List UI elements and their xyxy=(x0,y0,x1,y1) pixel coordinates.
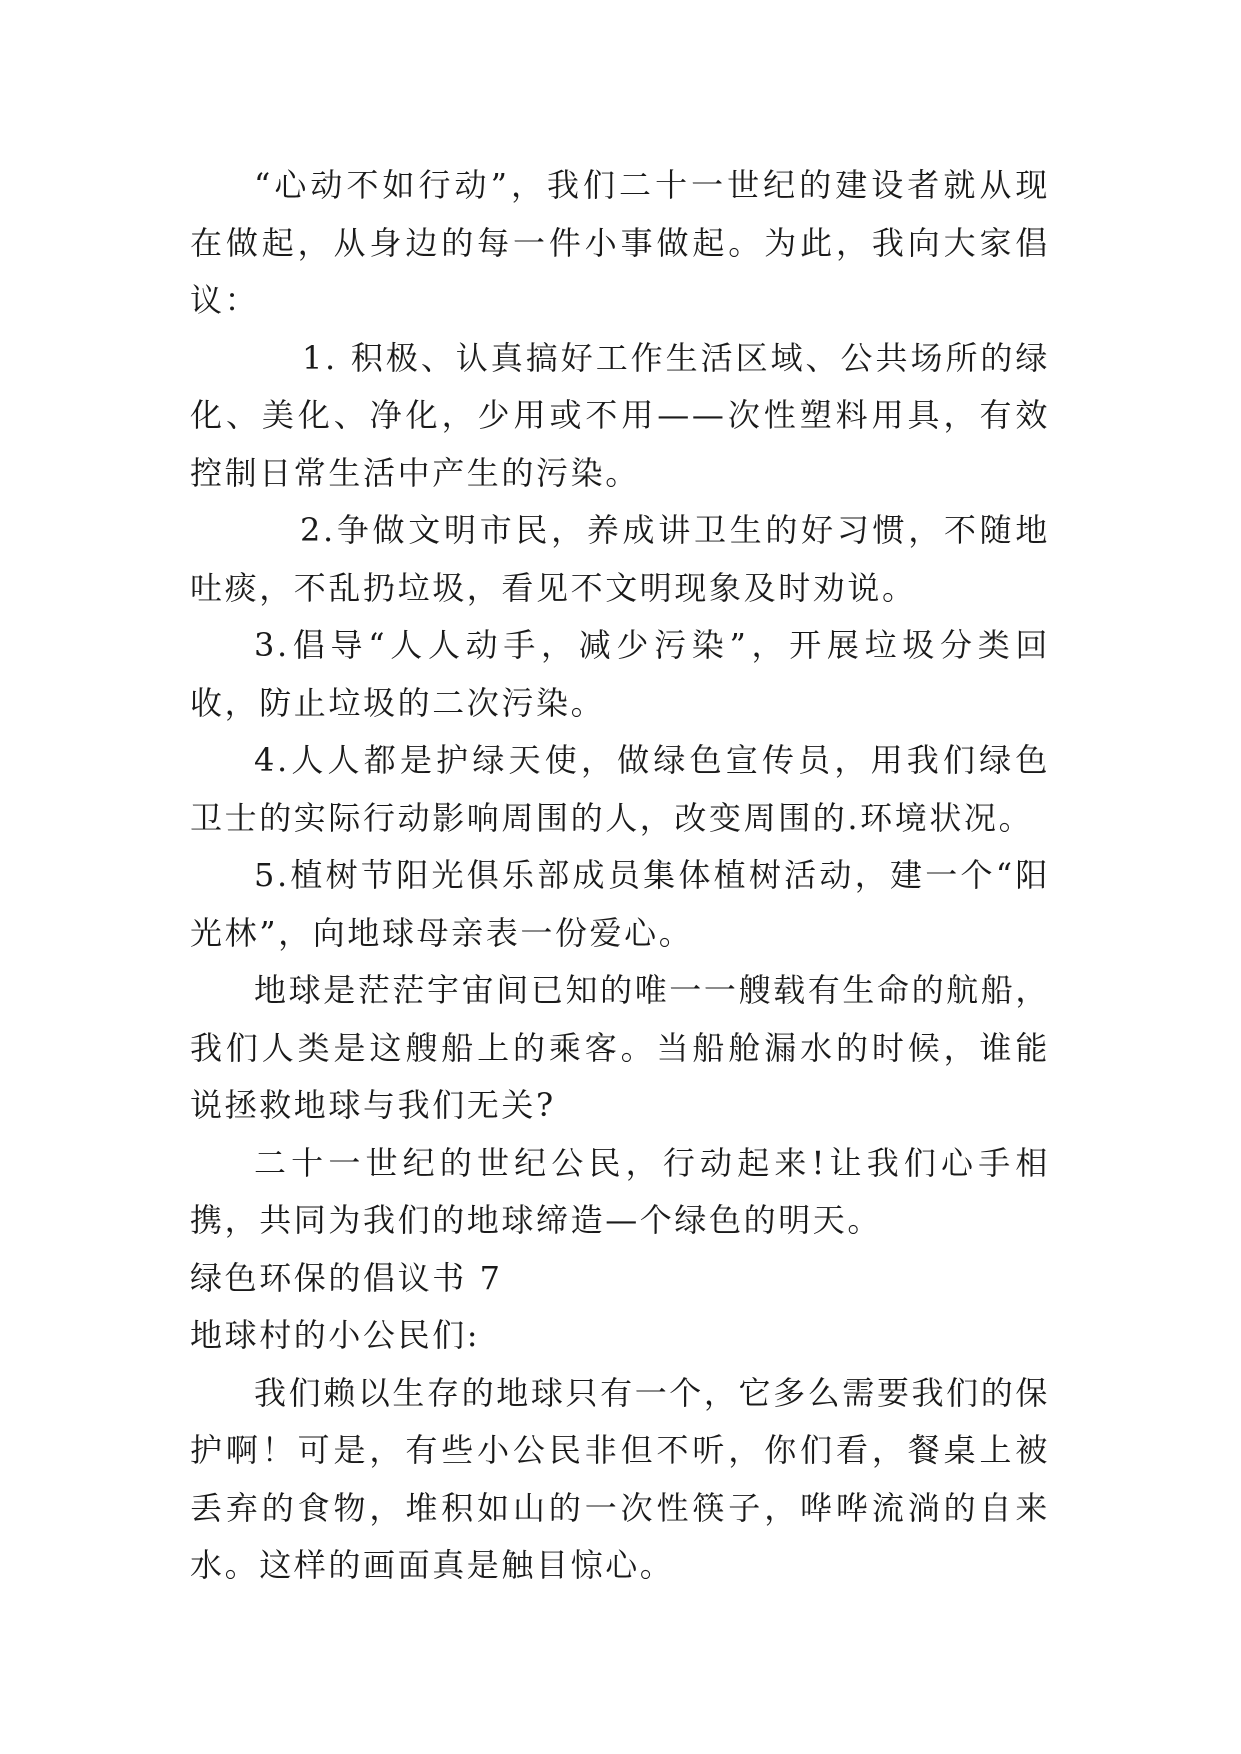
proposal-item-2: 2.争做文明市民，养成讲卫生的好习惯，不随地吐痰，不乱扔垃圾，看见不文明现象及时劝说。 xyxy=(190,511,1050,607)
paragraph-call-to-action: “心动不如行动”，我们二十一世纪的建设者就从现在做起，从身边的每一件小事做起。为此，我向大家倡议： xyxy=(190,166,1050,319)
proposal-item-4: 4.人人都是护绿天使，做绿色宣传员，用我们绿色卫士的实际行动影响周围的人，改变周围的.环境状况。 xyxy=(190,741,1050,837)
proposal-item-3: 3.倡导“人人动手，减少污染”，开展垃圾分类回收，防止垃圾的二次污染。 xyxy=(190,626,1050,722)
paragraph-closing: 二十一世纪的世纪公民，行动起来!让我们心手相携，共同为我们的地球缔造—个绿色的明天。 xyxy=(190,1143,1050,1239)
salutation: 地球村的小公民们: xyxy=(190,1316,481,1354)
section-title: 绿色环保的倡议书 7 xyxy=(190,1258,503,1297)
paragraph-earth-ship: 地球是茫茫宇宙间已知的唯一一艘载有生命的航船，我们人类是这艘船上的乘客。当船舱漏水的时候，谁能说拯救地球与我们无关? xyxy=(190,971,1050,1124)
paragraph-intro: 我们赖以生存的地球只有一个，它多么需要我们的保护啊！可是，有些小公民非但不听，你们看，餐桌上被丢弃的食物，堆积如山的一次性筷子，哗哗流淌的自来水。这样的画面真是触目惊心。 xyxy=(190,1373,1050,1584)
document-body xyxy=(190,157,1050,1595)
proposal-item-5: 5.植树节阳光俱乐部成员集体植树活动，建一个“阳光林”，向地球母亲表一份爱心。 xyxy=(190,856,1050,952)
proposal-item-1: 1. 积极、认真搞好工作生活区域、公共场所的绿化、美化、净化，少用或不用——次性塑料用具，有效控制日常生活中产生的污染。 xyxy=(190,338,1050,492)
